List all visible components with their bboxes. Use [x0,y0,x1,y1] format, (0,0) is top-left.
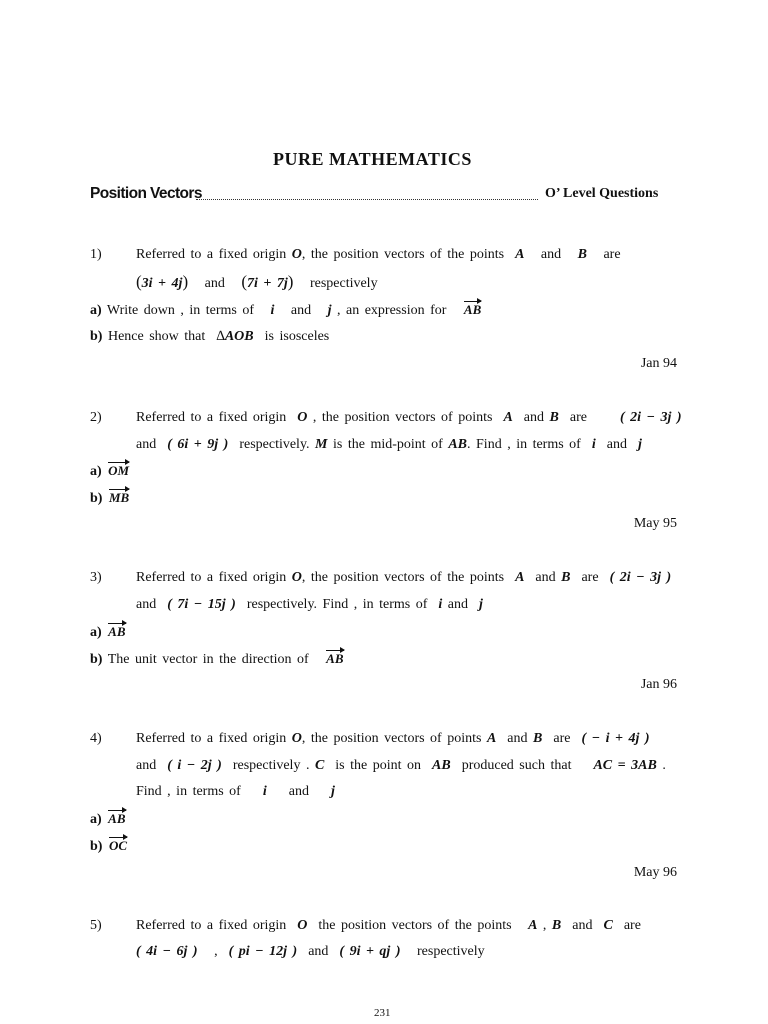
text: , the position vectors of the points [301,570,505,585]
question-4-part-a [90,811,127,828]
question-2-line-1 [136,410,587,426]
i-symbol: i [270,303,275,318]
level-label: O’ Level Questions [545,186,659,201]
equation: AC = 3AB [593,758,657,773]
vector-1: ( 2i − 3j ) [620,410,682,425]
text: and [308,944,329,959]
vector-1: ( − i + 4j ) [581,731,650,746]
text: and [523,410,545,425]
origin-symbol: O [291,247,302,262]
vector-2: ( 7i − 15j ) [167,597,236,612]
vector-2: ( 6i + 9j ) [167,437,229,452]
text: respectively [309,276,378,291]
vector-2: 7i + 7j [247,276,288,291]
point-c: C [603,918,613,933]
exam-date: May 95 [633,516,677,531]
j-symbol: j [330,784,335,799]
text: , an expression for [337,303,447,318]
vector-ab: AB [463,302,482,317]
text: Referred to a fixed origin [136,410,287,425]
text: is the mid-point of [333,437,443,452]
text: , the position vectors of points [312,410,493,425]
text: and [136,437,157,452]
question-number: 1) [90,247,102,262]
triangle-aob: AOB [224,329,254,344]
paren: ) [182,272,189,291]
vector-mb: MB [108,490,130,505]
text: and [136,597,157,612]
text: The unit vector in the direction of [107,652,309,667]
text: Write down , in terms of [106,303,254,318]
j-symbol: j [478,597,483,612]
question-4-line-2: and ( i − 2j ) respectively . C is the point on AB produced such that AC = 3AB . [136,758,666,773]
text: . Find , in terms of [467,437,581,452]
i-symbol: i [591,437,596,452]
question-number: 3) [90,570,102,585]
vector-2: ( i − 2j ) [167,758,222,773]
vector-oc: OC [108,838,128,853]
section-heading: Position Vectors [90,185,202,202]
vector-2: ( pi − 12j ) [228,944,298,959]
question-2-line-2: and ( 6i + 9j ) respectively. M is the mid-point of AB. Find , in terms of i and j [136,437,642,452]
text: and [572,918,593,933]
j-symbol: j [327,303,332,318]
question-3-line-1 [136,570,671,586]
point-b: B [561,570,571,585]
text: respectively. [239,437,310,452]
question-5-line-1: Referred to a fixed origin O the position vectors of the points A , B and C are [136,918,641,933]
triangle-symbol: ∆ [216,329,225,344]
text: are [603,247,621,262]
text: respectively. Find , in terms of [246,597,428,612]
exam-date: Jan 94 [640,356,677,371]
text: and [136,758,157,773]
text: Referred to a fixed origin [136,570,287,585]
text: respectively . [232,758,310,773]
point-b: B [549,410,559,425]
text: Referred to a fixed origin [136,918,287,933]
i-symbol: i [438,597,443,612]
text: , the position vectors of points [301,731,482,746]
point-c: C [314,758,325,773]
question-number: 5) [90,918,102,933]
point-a: A [515,570,525,585]
vector-ab: AB [108,811,126,826]
question-3-line-2: and ( 7i − 15j ) respectively. Find , in terms of i and j [136,597,483,612]
vector-1: ( 4i − 6j ) [136,944,198,959]
segment-ab: AB [432,758,451,773]
text: Hence show that [107,329,206,344]
vector-1: ( 2i − 3j ) [609,570,672,585]
point-b: B [551,918,562,933]
part-label: b) [90,839,103,854]
point-b: B [577,247,587,262]
question-1-part-b [90,329,329,345]
text: are [553,731,571,746]
question-number: 2) [90,410,102,425]
part-label: a) [90,303,102,318]
text: the position vectors of the points [318,918,512,933]
text: is isosceles [264,329,330,344]
i-symbol: i [262,784,267,799]
text: and [535,570,556,585]
question-3-part-b [90,651,345,668]
paren: ( [136,272,142,291]
question-4-line-3: Find , in terms of i and j [136,784,335,799]
vector-3: ( 9i + qj ) [339,944,401,959]
text: and [507,731,528,746]
origin-symbol: O [297,410,308,425]
part-label: b) [90,329,103,344]
question-3-part-a [90,624,127,641]
question-1-line-1 [136,247,621,263]
text: Find , in terms of [136,784,241,799]
vector-ab: AB [326,651,344,666]
point-a: A [515,247,525,262]
vector-ab: AB [108,624,126,639]
question-1-line-2: (3i + 4j) and (7i + 7j) respectively [136,272,378,291]
vector-om: OM [108,463,130,478]
point-a: A [528,918,538,933]
question-2-part-a [90,463,130,480]
paren: ( [241,272,247,291]
question-5-line-2: ( 4i − 6j ) , ( pi − 12j ) and ( 9i + qj ) respectively [136,944,485,959]
text: , the position vectors of the points [301,247,505,262]
j-symbol: j [637,437,642,452]
text: Referred to a fixed origin [136,247,287,262]
exam-date: Jan 96 [640,677,677,692]
page-number: 231 [374,1007,391,1019]
question-2-vector-1 [620,410,682,426]
point-a: A [486,731,497,746]
exam-date: May 96 [633,865,677,880]
text: respectively [417,944,485,959]
text: are [623,918,641,933]
point-a: A [503,410,513,425]
leader-dots [196,199,538,200]
part-label: a) [90,625,102,640]
origin-symbol: O [291,731,302,746]
page-title: PURE MATHEMATICS [273,149,472,169]
question-number: 4) [90,731,102,746]
origin-symbol: O [297,918,308,933]
part-label: b) [90,652,103,667]
question-4-part-b [90,838,128,855]
origin-symbol: O [291,570,302,585]
text: and [540,247,562,262]
text: is the point on [335,758,422,773]
text: Referred to a fixed origin [136,731,287,746]
text: produced such that [461,758,572,773]
question-4-line-1 [136,731,650,747]
paren: ) [287,272,294,291]
part-label: a) [90,464,102,479]
point-m: M [315,437,328,452]
part-label: a) [90,812,102,827]
question-2-part-b [90,490,130,507]
part-label: b) [90,491,103,506]
point-b: B [533,731,543,746]
vector-1: 3i + 4j [141,276,183,291]
question-1-part-a: a) Write down , in terms of i and j , an expression for AB [90,302,482,318]
segment-ab: AB [448,437,468,452]
text: are [569,410,587,425]
text: are [581,570,599,585]
